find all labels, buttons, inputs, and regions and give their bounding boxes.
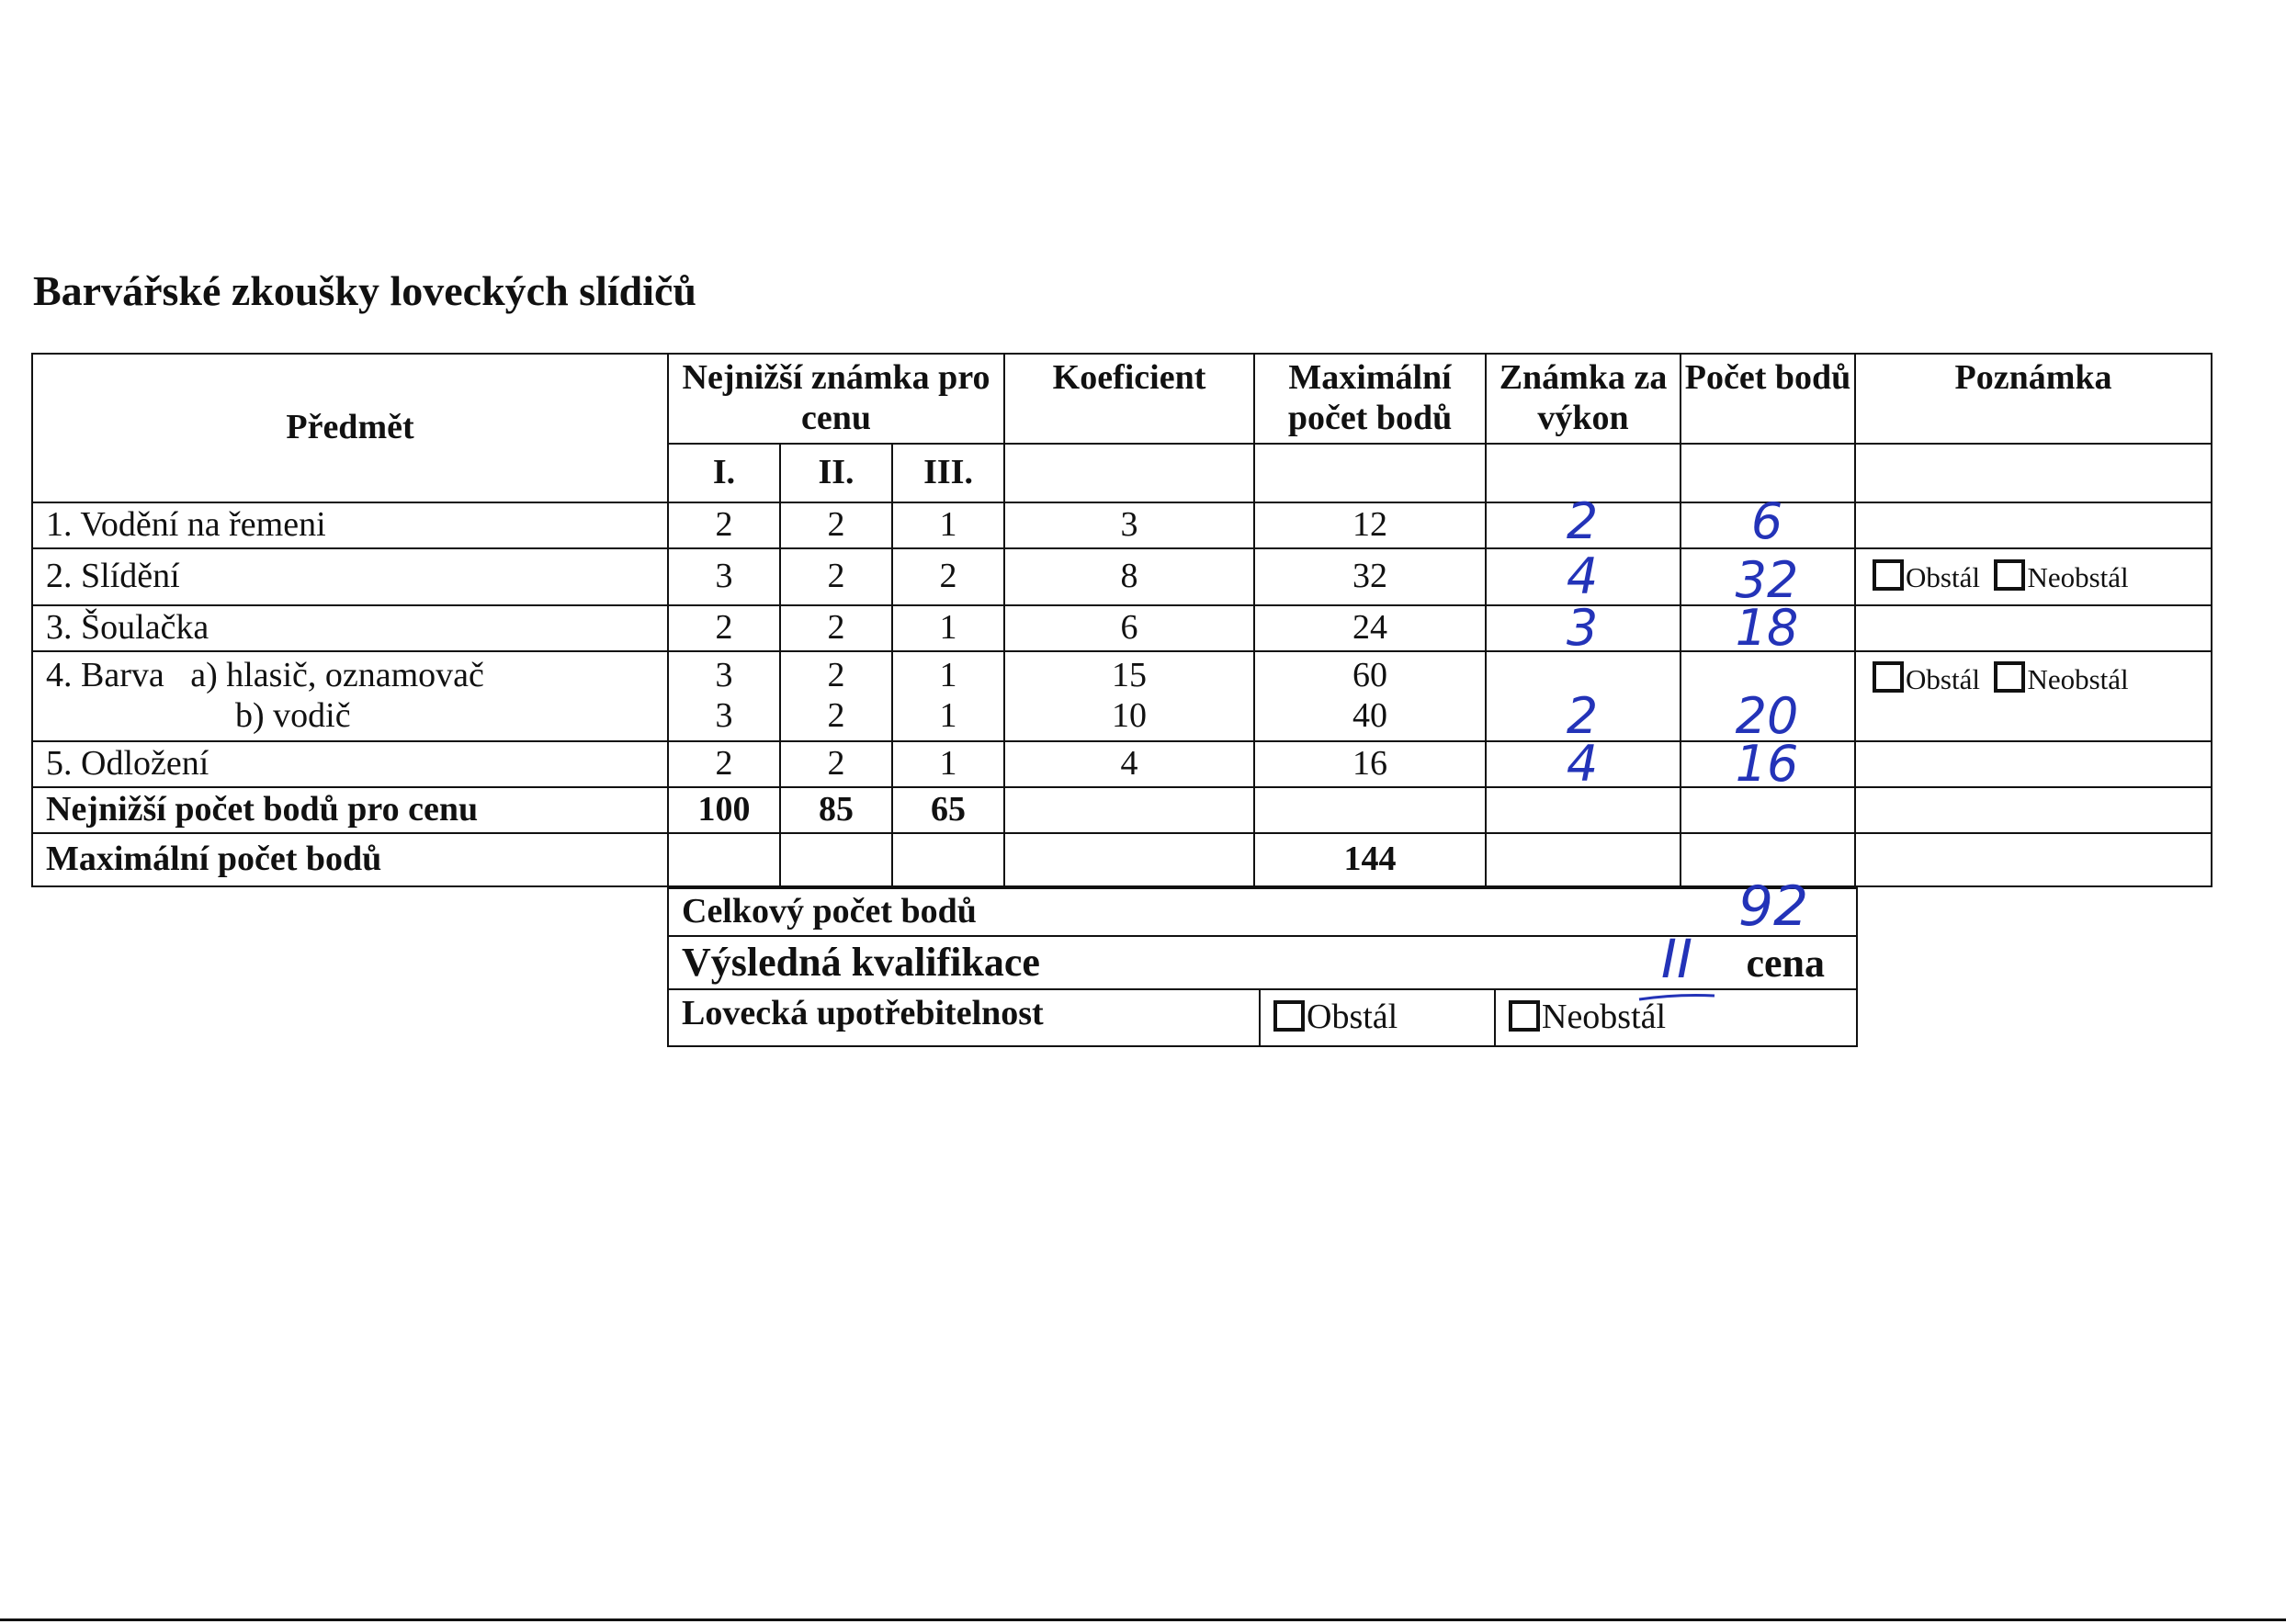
max-points: 60 (1352, 656, 1388, 695)
coefficient-header: Koeficient (1004, 354, 1254, 444)
usability-passed (1260, 989, 1495, 1046)
min-grade-iii: 1 (892, 605, 1004, 651)
subject-name-b: b) vodič (235, 696, 351, 735)
max-points: 40 (1352, 696, 1388, 735)
max-points-label: Maximální počet bodů (32, 833, 668, 886)
usability-passed-label: Obstál (1307, 998, 1398, 1037)
handwritten-points: 20 (1735, 687, 1799, 745)
max-points: 12 (1254, 502, 1486, 548)
handwritten-points: 32 (1735, 551, 1799, 609)
usability-failed-checkbox[interactable] (1509, 1000, 1540, 1032)
table-row (32, 502, 2212, 548)
handwritten-points: 6 (1750, 492, 1783, 550)
max-points: 24 (1254, 605, 1486, 651)
handwritten-points: 18 (1735, 599, 1799, 657)
pass-status-options (1855, 548, 2212, 605)
handwritten-grade: 4 (1566, 735, 1599, 793)
handwritten-grade: 3 (1566, 599, 1599, 657)
failed-checkbox[interactable] (1994, 559, 2025, 591)
handwritten-points: 16 (1735, 735, 1799, 793)
min-grade-iii: 1 (939, 656, 957, 695)
prize-level-1: I. (668, 444, 780, 502)
total-points-label: Celkový počet bodů (668, 888, 1857, 936)
result-suffix: cena (1746, 941, 1826, 986)
table-row (32, 548, 2212, 605)
subject-name: 3. Šoulačka (32, 605, 668, 651)
failed-label: Neobstál (2027, 663, 2129, 695)
usability-failed-label: Neobstál (1542, 998, 1667, 1037)
subject-name-a: 4. Barva a) hlasič, oznamovač (46, 656, 484, 695)
coefficient: 4 (1004, 741, 1254, 787)
subject-name: 5. Odložení (32, 741, 668, 787)
passed-label: Obstál (1906, 561, 1980, 594)
min-grade-i: 2 (668, 741, 780, 787)
min-grade-i: 3 (715, 696, 733, 735)
grade-header: Známka za výkon (1486, 354, 1681, 444)
subject-name (32, 651, 668, 741)
failed-label: Neobstál (2027, 561, 2129, 594)
subject-name: 1. Vodění na řemeni (32, 502, 668, 548)
results-table (31, 353, 2212, 887)
min-grade-iii: 2 (892, 548, 1004, 605)
result-label: Výsledná kvalifikace (682, 939, 1040, 985)
passed-checkbox[interactable] (1873, 661, 1904, 693)
points-header: Počet bodů (1681, 354, 1855, 444)
min-points-iii: 65 (892, 787, 1004, 833)
min-grade-i: 2 (668, 502, 780, 548)
min-grade-ii: 2 (780, 502, 892, 548)
min-points-i: 100 (668, 787, 780, 833)
subject-header: Předmět (32, 354, 668, 502)
max-points-total: 144 (1254, 833, 1486, 886)
min-grade-i: 2 (668, 605, 780, 651)
min-grade-ii: 2 (780, 605, 892, 651)
table-row (32, 651, 2212, 741)
max-points-row (32, 833, 2212, 886)
max-points: 32 (1254, 548, 1486, 605)
min-grade-ii: 2 (827, 656, 845, 695)
min-grade-header: Nejnižší známka pro cenu (668, 354, 1004, 444)
handwritten-grade: 2 (1566, 687, 1599, 745)
min-points-row (32, 787, 2212, 833)
prize-level-3: III. (892, 444, 1004, 502)
coefficient: 15 (1112, 656, 1148, 695)
passed-checkbox[interactable] (1873, 559, 1904, 591)
failed-checkbox[interactable] (1994, 661, 2025, 693)
max-points: 16 (1254, 741, 1486, 787)
min-grade-iii: 1 (939, 696, 957, 735)
min-points-ii: 85 (780, 787, 892, 833)
min-grade-i: 3 (715, 656, 733, 695)
table-row (32, 605, 2212, 651)
handwritten-grade: 4 (1566, 547, 1599, 605)
table-row (32, 741, 2212, 787)
min-grade-ii: 2 (827, 696, 845, 735)
subject-name: 2. Slídění (32, 548, 668, 605)
note-header: Poznámka (1855, 354, 2212, 444)
usability-passed-checkbox[interactable] (1273, 1000, 1305, 1032)
min-grade-ii: 2 (780, 741, 892, 787)
handwritten-total-points: 92 (1737, 874, 1809, 939)
usability-label: Lovecká upotřebitelnost (668, 989, 1260, 1046)
document-title: Barvářské zkoušky loveckých slídičů (33, 267, 697, 314)
passed-label: Obstál (1906, 663, 1980, 695)
min-grade-i: 3 (668, 548, 780, 605)
handwritten-result: II (1660, 928, 1693, 990)
prize-level-2: II. (780, 444, 892, 502)
min-grade-iii: 1 (892, 741, 1004, 787)
handwritten-grade: 2 (1566, 492, 1599, 550)
bottom-rule (0, 1618, 2286, 1621)
max-points-header: Maximální počet bodů (1254, 354, 1486, 444)
min-points-label: Nejnižší počet bodů pro cenu (32, 787, 668, 833)
min-grade-ii: 2 (780, 548, 892, 605)
pass-status-options (1855, 651, 2212, 741)
coefficient: 6 (1004, 605, 1254, 651)
coefficient: 10 (1112, 696, 1148, 735)
coefficient: 3 (1004, 502, 1254, 548)
handwritten-underline (1635, 990, 1718, 1005)
coefficient: 8 (1004, 548, 1254, 605)
min-grade-iii: 1 (892, 502, 1004, 548)
